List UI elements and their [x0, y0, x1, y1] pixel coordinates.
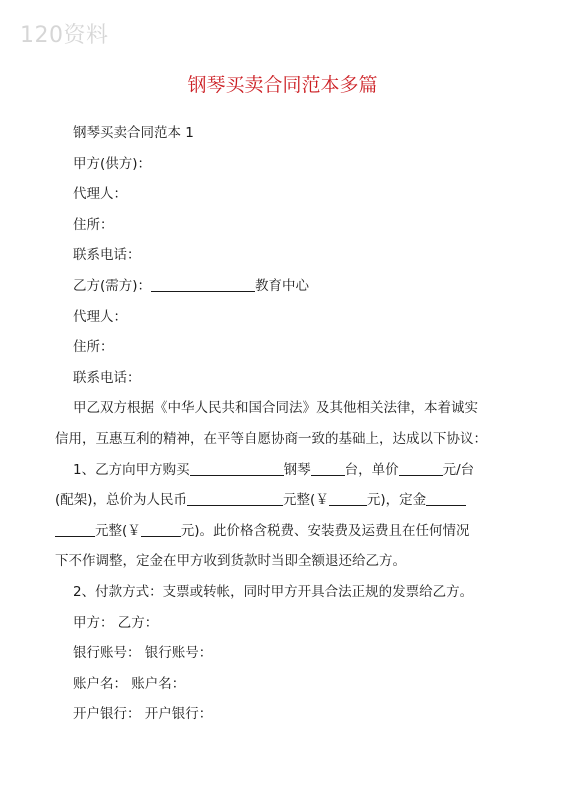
party-b-agent: 代理人：	[73, 308, 127, 325]
blank-field	[190, 461, 284, 476]
bank-account-line: 银行账号： 银行账号：	[73, 645, 213, 662]
blank-field	[399, 461, 443, 476]
blank-field	[151, 277, 255, 292]
signature-parties: 甲方： 乙方：	[73, 614, 159, 631]
section-heading: 钢琴买卖合同范本 1	[73, 125, 194, 141]
clause-text: (配架)，总价为人民币	[55, 492, 188, 509]
account-name-line: 账户名： 账户名：	[73, 675, 186, 692]
blank-field	[426, 491, 466, 506]
document-title: 钢琴买卖合同范本多篇	[187, 74, 378, 96]
clause-text: 元/台	[442, 461, 475, 478]
clause-1-line	[55, 516, 513, 547]
bank-name-line: 开户银行： 开户银行：	[73, 706, 213, 723]
blank-field	[329, 491, 367, 506]
party-a-phone: 联系电话：	[73, 247, 141, 264]
party-b-line	[55, 271, 513, 302]
party-a-agent: 代理人：	[73, 186, 127, 203]
clause-text: 1、乙方向甲方购买	[73, 461, 190, 478]
party-b-address: 住所：	[73, 339, 114, 356]
party-a-address: 住所：	[73, 216, 114, 233]
blank-field	[187, 491, 283, 506]
paragraph-line: 甲乙双方根据《中华人民共和国合同法》及其他相关法律，本着诚实	[73, 400, 478, 417]
clause-text: 元)。此价格含税费、安装费及运费且在任何情况	[180, 522, 470, 539]
party-a-label: 甲方(供方)：	[73, 155, 152, 172]
party-b-label: 乙方(需方)：	[73, 277, 152, 294]
blank-field	[55, 522, 95, 537]
paragraph-line: 下不作调整，定金在甲方收到货款时当即全额退还给乙方。	[55, 553, 406, 570]
clause-1-line	[55, 455, 513, 486]
clause-2-line: 2、付款方式：支票或转帐，同时甲方开具合法正规的发票给乙方。	[73, 583, 474, 600]
clause-text: 元)，定金	[366, 492, 427, 509]
party-b-phone: 联系电话：	[73, 369, 141, 386]
party-b-org: 教育中心	[255, 277, 310, 294]
clause-text: 元整(￥	[95, 522, 141, 539]
paragraph-line: 信用，互惠互利的精神，在平等自愿协商一致的基础上，达成以下协议：	[55, 430, 487, 447]
watermark: 120资料	[20, 23, 109, 48]
clause-text: 钢琴	[283, 461, 311, 478]
blank-field	[311, 461, 345, 476]
clause-text: 台，单价	[344, 461, 399, 478]
clause-1-line	[55, 485, 513, 516]
blank-field	[141, 522, 181, 537]
clause-text: 元整(￥	[283, 492, 329, 509]
document-body	[55, 118, 513, 730]
